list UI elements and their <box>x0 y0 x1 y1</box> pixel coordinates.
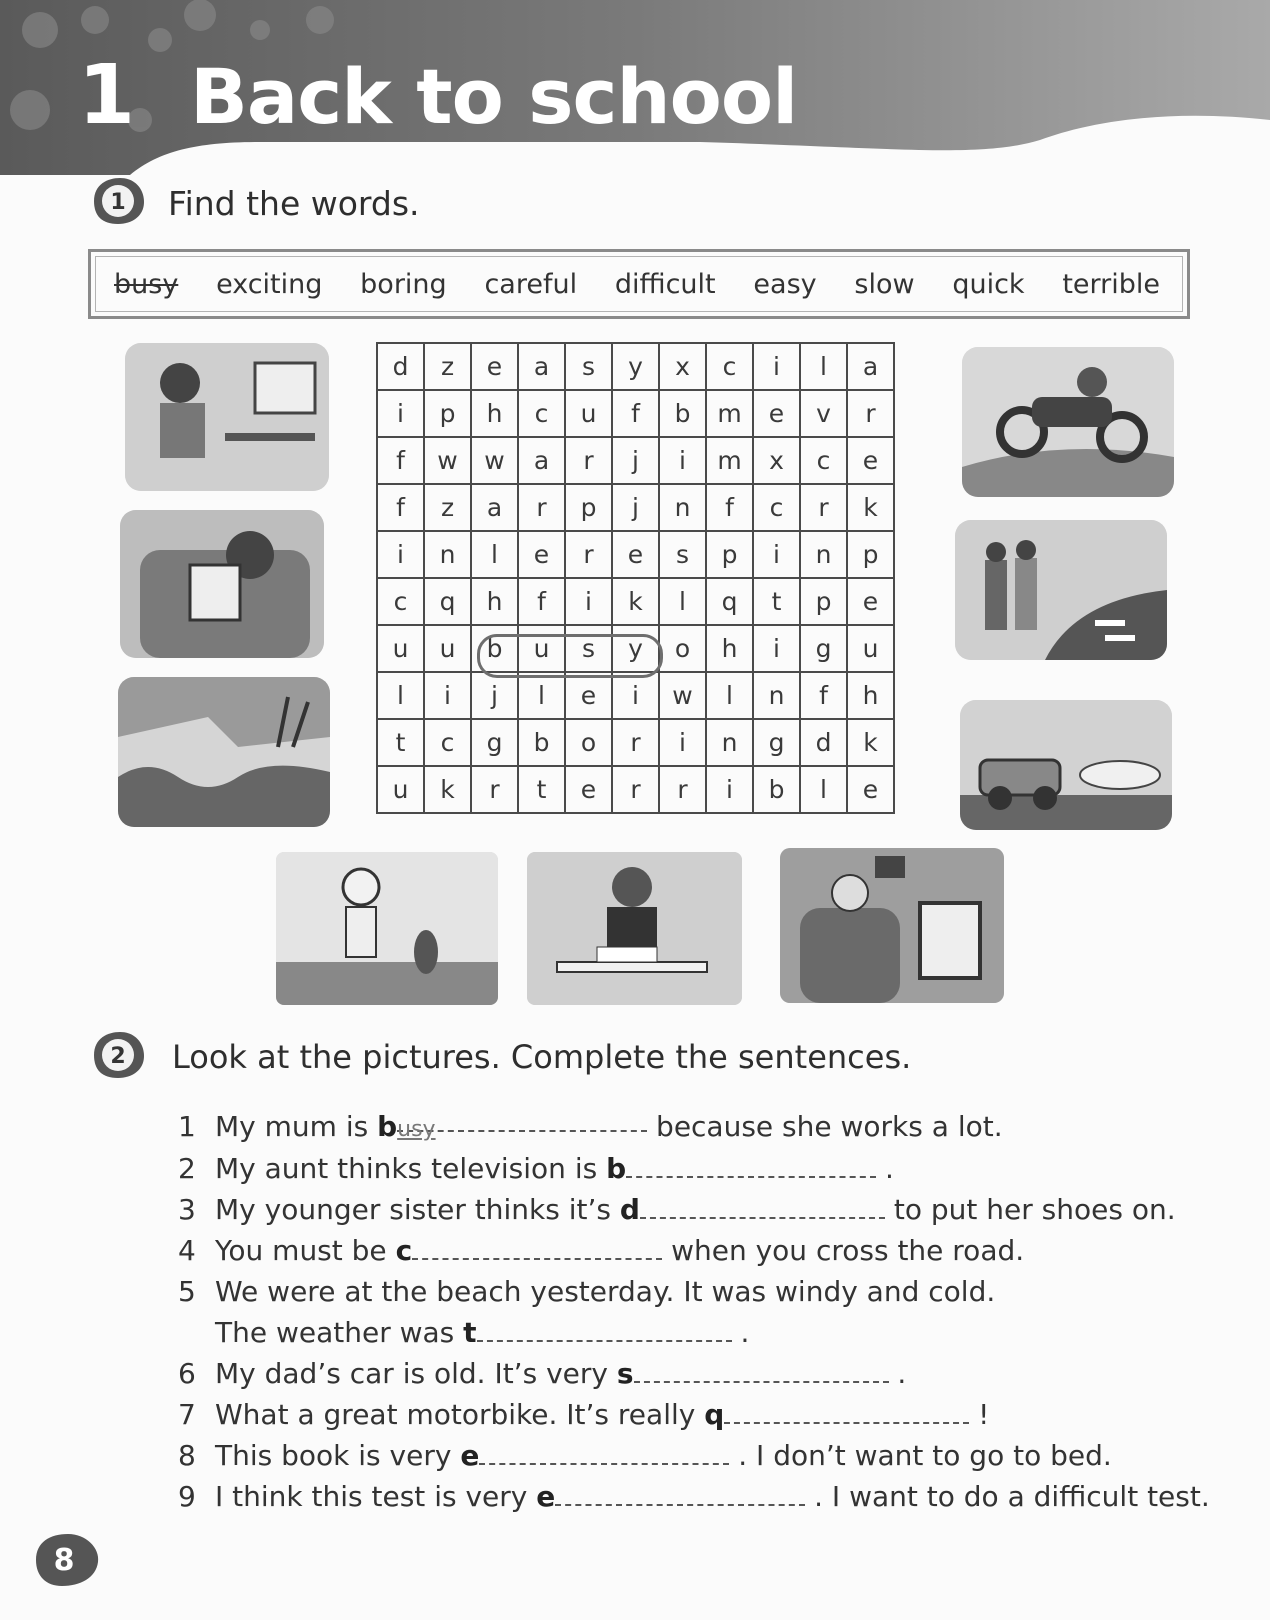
sentence-text: I think this test is very <box>215 1480 537 1513</box>
word-boring: boring <box>360 268 447 300</box>
grid-row <box>377 578 894 625</box>
grid-cell: r <box>612 766 659 813</box>
grid-cell: b <box>659 390 706 437</box>
word-box <box>88 249 1190 319</box>
grid-cell: e <box>847 766 894 813</box>
grid-cell: u <box>424 625 471 672</box>
answer-blank[interactable] <box>479 1441 729 1465</box>
grid-cell: c <box>518 390 565 437</box>
sentence-text: The weather was <box>215 1316 464 1349</box>
grid-cell: c <box>706 343 753 390</box>
grid-cell: f <box>377 484 424 531</box>
grid-cell: l <box>471 531 518 578</box>
grid-cell: z <box>424 484 471 531</box>
grid-cell: a <box>471 484 518 531</box>
woman-on-phone-at-desk-icon <box>125 343 329 491</box>
grid-cell: n <box>800 531 847 578</box>
page-number: 8 <box>53 1543 75 1578</box>
grid-cell: t <box>377 719 424 766</box>
sentence-2 <box>178 1150 894 1188</box>
answer-blank[interactable] <box>555 1482 805 1506</box>
sentence-text-end: . <box>731 1316 750 1349</box>
sentence-text: My aunt thinks television is <box>215 1152 607 1185</box>
grid-cell: c <box>424 719 471 766</box>
grid-cell: i <box>377 531 424 578</box>
sentence-5b <box>178 1314 749 1352</box>
grid-cell: r <box>518 484 565 531</box>
grid-cell: s <box>565 625 612 672</box>
sentence-text-end: . I want to do a difficult test. <box>805 1480 1210 1513</box>
first-letter-hint: c <box>395 1234 413 1267</box>
sentence-text-end: when you cross the road. <box>662 1234 1025 1267</box>
exercise-2-badge <box>88 1030 146 1080</box>
grid-cell: e <box>518 531 565 578</box>
sentence-text: You must be <box>215 1234 396 1267</box>
grid-cell: i <box>659 719 706 766</box>
sentence-9 <box>178 1478 1210 1516</box>
sentence-number: 8 <box>178 1439 196 1472</box>
grid-cell: e <box>847 578 894 625</box>
exercise-1-instruction: Find the words. <box>168 184 420 223</box>
first-letter-hint: b <box>377 1110 398 1143</box>
first-letter-hint: s <box>616 1357 634 1390</box>
grid-cell: b <box>471 625 518 672</box>
grid-cell: o <box>565 719 612 766</box>
grid-cell: q <box>424 578 471 625</box>
sentence-text: What a great motorbike. It’s really <box>215 1398 705 1431</box>
sentence-text-end: . I don’t want to go to bed. <box>729 1439 1112 1472</box>
grid-cell: x <box>659 343 706 390</box>
grid-row <box>377 672 894 719</box>
sentence-text-end: to put her shoes on. <box>884 1193 1176 1226</box>
grid-cell: n <box>424 531 471 578</box>
grid-cell: r <box>659 766 706 813</box>
grid-cell: c <box>753 484 800 531</box>
sentence-text: My younger sister thinks it’s <box>215 1193 620 1226</box>
grid-cell: i <box>612 672 659 719</box>
grid-cell: j <box>612 437 659 484</box>
grid-cell: d <box>800 719 847 766</box>
stormy-beach-icon <box>118 677 330 827</box>
grid-cell: k <box>612 578 659 625</box>
grid-cell: i <box>377 390 424 437</box>
grid-cell: i <box>753 343 800 390</box>
grid-cell: p <box>706 531 753 578</box>
grid-cell: l <box>659 578 706 625</box>
unit-title: Back to school <box>190 52 798 141</box>
grid-cell: e <box>847 437 894 484</box>
grid-cell: y <box>612 343 659 390</box>
grid-row <box>377 766 894 813</box>
sentence-7 <box>178 1396 989 1434</box>
grid-cell: e <box>612 531 659 578</box>
grid-cell: h <box>471 390 518 437</box>
page-number-badge <box>28 1532 104 1588</box>
motorbike-rider-icon <box>962 347 1174 497</box>
first-letter-hint: e <box>460 1439 480 1472</box>
old-car-icon <box>960 700 1172 830</box>
grid-cell: n <box>659 484 706 531</box>
exercise-2-instruction: Look at the pictures. Complete the sentences. <box>172 1038 912 1076</box>
grid-cell: e <box>565 672 612 719</box>
grid-cell: i <box>753 531 800 578</box>
sentence-text-end: because she works a lot. <box>647 1110 1003 1143</box>
word-easy: easy <box>753 268 817 300</box>
exercise-2-number: 2 <box>110 1044 126 1069</box>
grid-cell: l <box>518 672 565 719</box>
sentence-number: 4 <box>178 1234 196 1267</box>
girl-reading-book-icon <box>120 510 324 658</box>
answer-blank[interactable] <box>397 1108 647 1142</box>
grid-cell: c <box>377 578 424 625</box>
grid-cell: f <box>518 578 565 625</box>
woman-sleeping-tv-icon <box>780 848 1004 1003</box>
grid-cell: i <box>753 625 800 672</box>
grid-cell: l <box>377 672 424 719</box>
word-exciting: exciting <box>216 268 323 300</box>
grid-cell: m <box>706 390 753 437</box>
word-difficult: difficult <box>614 268 716 300</box>
grid-cell: u <box>377 625 424 672</box>
grid-cell: i <box>424 672 471 719</box>
grid-cell: r <box>471 766 518 813</box>
sentence-text: This book is very <box>215 1439 461 1472</box>
exercise-1-badge <box>88 176 146 226</box>
grid-cell: t <box>518 766 565 813</box>
grid-cell: p <box>565 484 612 531</box>
grid-cell: n <box>753 672 800 719</box>
answer-blank[interactable] <box>724 1400 969 1424</box>
grid-cell: b <box>753 766 800 813</box>
answer-blank[interactable] <box>640 1195 885 1219</box>
word-slow: slow <box>854 268 915 300</box>
grid-cell: k <box>847 719 894 766</box>
grid-cell: p <box>847 531 894 578</box>
answer-blank[interactable] <box>626 1154 876 1178</box>
sentence-text-end: . <box>888 1357 907 1390</box>
grid-cell: u <box>518 625 565 672</box>
sentence-8 <box>178 1437 1112 1475</box>
grid-cell: h <box>847 672 894 719</box>
grid-cell: g <box>471 719 518 766</box>
grid-cell: p <box>800 578 847 625</box>
people-crossing-road-icon <box>955 520 1167 660</box>
first-letter-hint: d <box>619 1193 640 1226</box>
sentence-6 <box>178 1355 906 1393</box>
grid-cell: g <box>800 625 847 672</box>
grid-cell: f <box>377 437 424 484</box>
sentence-number: 5 <box>178 1275 196 1308</box>
grid-cell: l <box>800 766 847 813</box>
grid-cell: z <box>424 343 471 390</box>
grid-cell: a <box>518 343 565 390</box>
grid-cell: b <box>518 719 565 766</box>
sentence-text-end: ! <box>969 1398 990 1431</box>
grid-cell: x <box>753 437 800 484</box>
grid-cell: f <box>706 484 753 531</box>
grid-cell: a <box>847 343 894 390</box>
filled-answer: usy <box>397 1117 436 1142</box>
grid-cell: q <box>706 578 753 625</box>
sentence-4 <box>178 1232 1024 1270</box>
grid-cell: h <box>706 625 753 672</box>
sentence-text: My dad’s car is old. It’s very <box>215 1357 617 1390</box>
grid-cell: t <box>753 578 800 625</box>
grid-cell: w <box>659 672 706 719</box>
grid-cell: r <box>612 719 659 766</box>
grid-cell: u <box>377 766 424 813</box>
word-list <box>95 256 1183 312</box>
busy-circled-answer <box>477 634 663 678</box>
grid-cell: u <box>847 625 894 672</box>
answer-blank[interactable] <box>412 1236 662 1260</box>
grid-cell: y <box>612 625 659 672</box>
word-careful: careful <box>484 268 578 300</box>
girl-putting-on-shoes-icon <box>276 852 498 1005</box>
grid-cell: j <box>471 672 518 719</box>
sentence-5 <box>178 1273 995 1311</box>
answer-blank[interactable] <box>634 1359 889 1383</box>
grid-row <box>377 484 894 531</box>
grid-cell: p <box>424 390 471 437</box>
word-busy: busy <box>114 268 179 300</box>
sentence-number: 1 <box>178 1110 196 1143</box>
exercise-1-number: 1 <box>110 190 126 215</box>
first-letter-hint: e <box>536 1480 556 1513</box>
grid-cell: w <box>424 437 471 484</box>
grid-cell: l <box>800 343 847 390</box>
sentence-number: 9 <box>178 1480 196 1513</box>
grid-cell: k <box>847 484 894 531</box>
grid-cell: k <box>424 766 471 813</box>
grid-cell: a <box>518 437 565 484</box>
sentence-number: 2 <box>178 1152 196 1185</box>
unit-number: 1 <box>78 48 134 143</box>
grid-row <box>377 437 894 484</box>
grid-row <box>377 719 894 766</box>
first-letter-hint: t <box>463 1316 477 1349</box>
grid-cell: i <box>706 766 753 813</box>
grid-cell: s <box>659 531 706 578</box>
grid-cell: h <box>471 578 518 625</box>
sentence-3 <box>178 1191 1176 1229</box>
sentence-text: We were at the beach yesterday. It was windy and cold. <box>215 1275 996 1308</box>
grid-cell: j <box>612 484 659 531</box>
grid-cell: g <box>753 719 800 766</box>
grid-cell: m <box>706 437 753 484</box>
grid-cell: o <box>659 625 706 672</box>
first-letter-hint: q <box>704 1398 725 1431</box>
grid-cell: s <box>565 343 612 390</box>
answer-blank[interactable] <box>477 1318 732 1342</box>
grid-cell: u <box>565 390 612 437</box>
grid-cell: w <box>471 437 518 484</box>
grid-row <box>377 390 894 437</box>
grid-cell: c <box>800 437 847 484</box>
sentence-number: 6 <box>178 1357 196 1390</box>
grid-cell: e <box>753 390 800 437</box>
grid-cell: e <box>471 343 518 390</box>
word-terrible: terrible <box>1062 268 1160 300</box>
grid-cell: r <box>800 484 847 531</box>
grid-cell: i <box>565 578 612 625</box>
sentence-text: My mum is <box>215 1110 378 1143</box>
word-quick: quick <box>952 268 1025 300</box>
grid-cell: i <box>659 437 706 484</box>
word-search-grid <box>376 342 895 814</box>
grid-row <box>377 531 894 578</box>
grid-cell: r <box>565 531 612 578</box>
first-letter-hint: b <box>606 1152 627 1185</box>
grid-row <box>377 343 894 390</box>
grid-cell: l <box>706 672 753 719</box>
grid-cell: d <box>377 343 424 390</box>
grid-cell: n <box>706 719 753 766</box>
grid-cell: e <box>565 766 612 813</box>
sentence-number: 3 <box>178 1193 196 1226</box>
student-taking-test-icon <box>527 852 742 1005</box>
grid-cell: f <box>800 672 847 719</box>
grid-cell: r <box>565 437 612 484</box>
sentence-number: 7 <box>178 1398 196 1431</box>
sentence-1 <box>178 1108 1003 1146</box>
grid-cell: f <box>612 390 659 437</box>
sentence-text-end: . <box>876 1152 894 1185</box>
grid-cell: v <box>800 390 847 437</box>
grid-cell: r <box>847 390 894 437</box>
